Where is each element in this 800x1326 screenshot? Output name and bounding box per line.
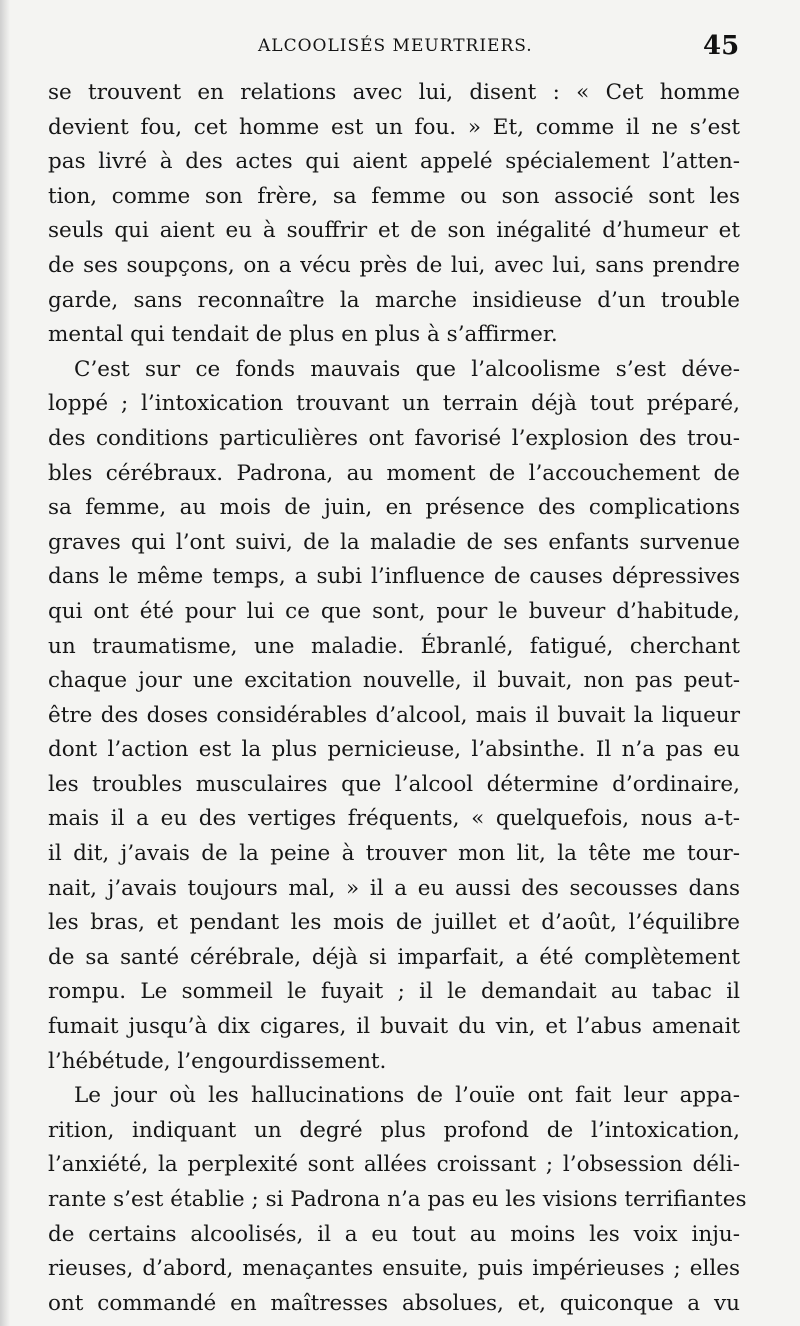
text-line: chaque jour une excitation nouvelle, il buvait, non pas peut- (48, 668, 740, 694)
text-line: l’anxiété, la perplexité sont allées croissant ; l’obsession déli- (48, 1152, 740, 1178)
running-header (0, 30, 800, 70)
text-line: pas livré à des actes qui aient appelé spécialement l’atten- (48, 149, 740, 175)
text-line: mental qui tendait de plus en plus à s’affirmer. (48, 322, 558, 348)
text-line: seuls qui aient eu à souffrir et de son inégalité d’humeur et (48, 218, 740, 244)
paragraph-start-line: Le jour où les hallucinations de l’ouïe ont fait leur appa- (74, 1083, 740, 1109)
text-line: devient fou, cet homme est un fou. » Et, comme il ne s’est (48, 114, 740, 140)
page-number: 45 (703, 31, 740, 61)
text-line: de sa santé cérébrale, déjà si imparfait, a été complètement (48, 944, 740, 970)
text-line: ont commandé en maîtresses absolues, et, quiconque a vu (48, 1290, 740, 1316)
text-line: les troubles musculaires que l’alcool détermine d’ordinaire, (48, 771, 740, 797)
text-line: des conditions particulières ont favorisé l’explosion des trou- (48, 425, 740, 451)
paragraph-start-line: C’est sur ce fonds mauvais que l’alcoolisme s’est déve- (74, 356, 740, 382)
text-line: l’hébétude, l’engourdissement. (48, 1048, 387, 1074)
text-line: bles cérébraux. Padrona, au moment de l’accouchement de (48, 460, 740, 486)
text-line: rante s’est établie ; si Padrona n’a pas eu les visions terrifiantes (48, 1187, 747, 1212)
text-line: les bras, et pendant les mois de juillet et d’août, l’équilibre (48, 910, 740, 936)
page-edge-shadow (0, 0, 10, 1326)
text-line: loppé ; l’intoxication trouvant un terrain déjà tout préparé, (48, 391, 740, 417)
text-line: de certains alcoolisés, il a eu tout au moins les voix inju- (48, 1221, 740, 1247)
text-line: graves qui l’ont suivi, de la maladie de ses enfants survenue (48, 529, 740, 555)
text-line: rieuses, d’abord, menaçantes ensuite, puis impérieuses ; elles (48, 1256, 740, 1282)
text-line: être des doses considérables d’alcool, mais il buvait la liqueur (48, 702, 740, 728)
text-line: mais il a eu des vertiges fréquents, « quelquefois, nous a-t- (48, 806, 740, 832)
text-line: qui ont été pour lui ce que sont, pour le buveur d’habitude, (48, 598, 740, 624)
text-line: tion, comme son frère, sa femme ou son associé sont les (48, 183, 740, 209)
text-line: dont l’action est la plus pernicieuse, l’absinthe. Il n’a pas eu (48, 737, 740, 763)
text-line: un traumatisme, une maladie. Ébranlé, fatigué, cherchant (48, 633, 740, 659)
text-line: garde, sans reconnaître la marche insidieuse d’un trouble (48, 287, 740, 313)
text-line: de ses soupçons, on a vécu près de lui, avec lui, sans prendre (48, 252, 740, 278)
text-line: rompu. Le sommeil le fuyait ; il le demandait au tabac il (48, 979, 740, 1005)
text-line: rition, indiquant un degré plus profond de l’intoxication, (48, 1117, 740, 1143)
text-line: il dit, j’avais de la peine à trouver mon lit, la tête me tour- (48, 841, 740, 867)
text-line: sa femme, au mois de juin, en présence des complications (48, 495, 740, 521)
text-line: se trouvent en relations avec lui, disent : « Cet homme (48, 80, 740, 105)
body-text (48, 76, 747, 1321)
running-title: ALCOOLISÉS MEURTRIERS. (258, 36, 533, 56)
text-line: dans le même temps, a subi l’influence de causes dépressives (48, 564, 740, 590)
text-line: fumait jusqu’à dix cigares, il buvait du vin, et l’abus amenait (48, 1014, 740, 1040)
text-line: nait, j’avais toujours mal, » il a eu aussi des secousses dans (48, 875, 740, 901)
